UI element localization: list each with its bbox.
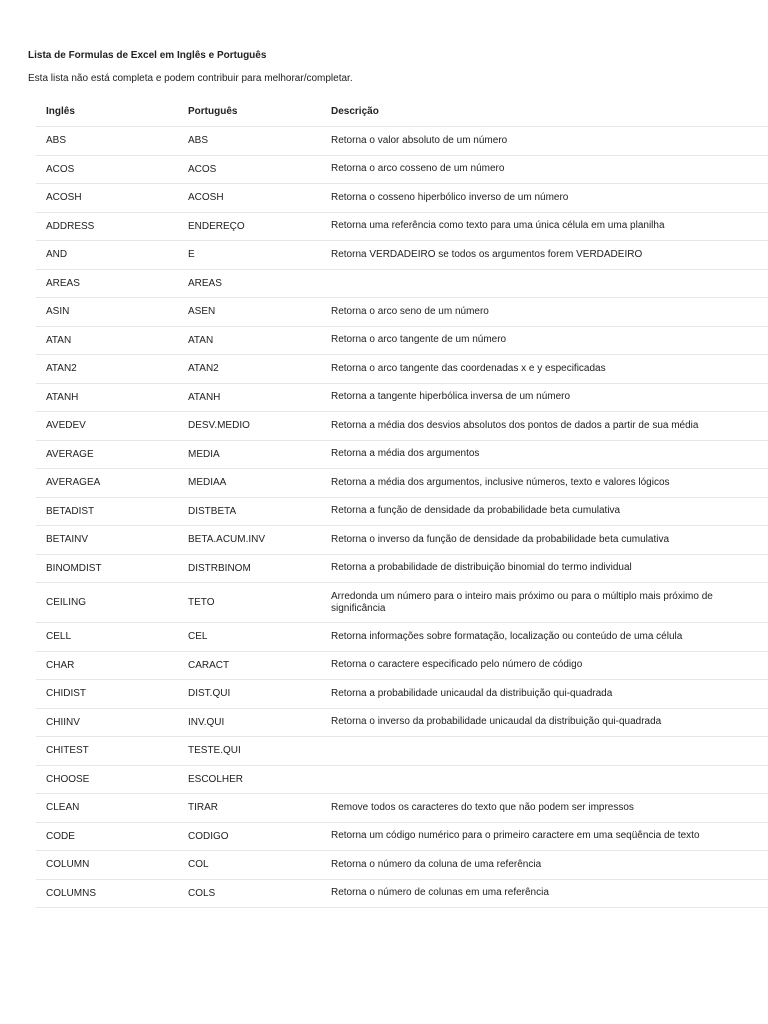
cell-english: CODE (46, 830, 75, 842)
table-row (36, 412, 768, 441)
formula-table (36, 97, 768, 908)
cell-english: AVERAGEA (46, 477, 101, 489)
cell-portuguese: TIRAR (188, 802, 218, 814)
cell-portuguese: ASEN (188, 306, 216, 318)
cell-english: CHIINV (46, 716, 80, 728)
table-row (36, 823, 768, 852)
cell-english: CLEAN (46, 802, 80, 814)
cell-portuguese: INV.QUI (188, 716, 225, 728)
cell-portuguese: E (188, 249, 195, 261)
cell-english: ACOSH (46, 192, 82, 204)
cell-description: Retorna o cosseno hiperbólico inverso de um número (331, 191, 569, 203)
cell-english: AVEDEV (46, 420, 86, 432)
cell-portuguese: COL (188, 859, 209, 871)
cell-portuguese: ABS (188, 135, 209, 147)
cell-english: CHAR (46, 659, 75, 671)
table-row (36, 737, 768, 766)
cell-description: Retorna a tangente hiperbólica inversa de um número (331, 391, 571, 403)
cell-description: Retorna a função de densidade da probabilidade beta cumulativa (331, 505, 621, 517)
cell-portuguese: ATAN2 (188, 363, 219, 375)
table-row (36, 766, 768, 795)
cell-english: CELL (46, 631, 72, 643)
table-row (36, 469, 768, 498)
cell-description: Retorna uma referência como texto para uma única célula em uma planilha (331, 220, 665, 232)
cell-portuguese: CEL (188, 631, 208, 643)
cell-portuguese: ESCOLHER (188, 773, 244, 785)
cell-description: Retorna a probabilidade unicaudal da distribuição qui-quadrada (331, 687, 613, 699)
cell-description: Retorna a média dos argumentos (331, 448, 480, 460)
cell-english: ASIN (46, 306, 70, 318)
table-row (36, 623, 768, 652)
cell-english: CEILING (46, 597, 87, 608)
cell-english: AREAS (46, 277, 80, 289)
cell-english: ACOS (46, 163, 75, 175)
table-row (36, 680, 768, 709)
cell-portuguese: TETO (188, 597, 215, 608)
cell-english: AVERAGE (46, 448, 94, 460)
table-row (36, 851, 768, 880)
cell-english: ATAN (46, 334, 72, 346)
cell-portuguese: ATANH (188, 391, 221, 403)
table-row (36, 441, 768, 470)
table-row (36, 241, 768, 270)
table-row (36, 270, 768, 299)
table-row (36, 652, 768, 681)
table-row (36, 184, 768, 213)
document-subtitle: Esta lista não está completa e podem contribuir para melhorar/completar. (28, 73, 353, 84)
cell-description: Retorna o arco seno de um número (331, 305, 489, 317)
table-row (36, 327, 768, 356)
cell-description: Retorna o número de colunas em uma referência (331, 887, 549, 899)
table-row (36, 355, 768, 384)
cell-description: Retorna a média dos argumentos, inclusive números, texto e valores lógicos (331, 476, 670, 488)
table-row (36, 709, 768, 738)
cell-english: BETADIST (46, 505, 95, 517)
cell-english: CHITEST (46, 745, 89, 757)
cell-english: ADDRESS (46, 220, 95, 232)
cell-portuguese: DISTBETA (188, 505, 237, 517)
cell-portuguese: DISTRBINOM (188, 562, 251, 574)
table-row (36, 555, 768, 584)
table-row (36, 127, 768, 156)
cell-description: Retorna o valor absoluto de um número (331, 134, 508, 146)
cell-portuguese: TESTE.QUI (188, 745, 241, 757)
cell-english: CHIDIST (46, 688, 86, 700)
cell-description: Arredonda um número para o inteiro mais próximo ou para o múltiplo mais próximo de significância (331, 590, 713, 614)
cell-portuguese: MEDIA (188, 448, 220, 460)
cell-portuguese: BETA.ACUM.INV (188, 534, 266, 546)
cell-description: Retorna informações sobre formatação, localização ou conteúdo de uma célula (331, 630, 683, 642)
cell-portuguese: DIST.QUI (188, 688, 231, 700)
cell-description: Retorna a média dos desvios absolutos dos pontos de dados a partir de sua média (331, 419, 699, 431)
cell-english: COLUMN (46, 859, 90, 871)
table-row (36, 498, 768, 527)
cell-english: BETAINV (46, 534, 89, 546)
header-portuguese: Português (188, 106, 238, 117)
cell-description: Retorna o arco tangente das coordenadas x e y especificadas (331, 362, 606, 374)
cell-description: Retorna o inverso da função de densidade da probabilidade beta cumulativa (331, 533, 670, 545)
cell-english: AND (46, 249, 68, 261)
cell-description: Retorna o inverso da probabilidade unicaudal da distribuição qui-quadrada (331, 716, 662, 728)
table-row (36, 526, 768, 555)
cell-description: Retorna o caractere especificado pelo número de código (331, 659, 583, 671)
header-description: Descrição (331, 105, 379, 117)
cell-portuguese: ATAN (188, 334, 214, 346)
cell-portuguese: AREAS (188, 277, 222, 289)
cell-description: Retorna um código numérico para o primeiro caractere em uma seqüência de texto (331, 830, 700, 842)
cell-english: ABS (46, 135, 67, 147)
cell-portuguese: ACOS (188, 163, 217, 175)
table-header-row (36, 97, 768, 127)
cell-portuguese: COLS (188, 887, 216, 899)
table-row (36, 156, 768, 185)
table-row (36, 880, 768, 909)
cell-portuguese: CARACT (188, 659, 230, 671)
table-row (36, 583, 768, 623)
cell-description: Retorna o arco tangente de um número (331, 334, 507, 346)
cell-description: Retorna o número da coluna de uma referência (331, 858, 542, 870)
document-title: Lista de Formulas de Excel em Inglês e Português (28, 50, 267, 61)
cell-english: ATANH (46, 391, 79, 403)
table-row (36, 384, 768, 413)
cell-portuguese: CODIGO (188, 830, 229, 842)
cell-portuguese: ACOSH (188, 192, 224, 204)
cell-description: Retorna a probabilidade de distribuição binomial do termo individual (331, 562, 632, 574)
table-row (36, 298, 768, 327)
cell-english: COLUMNS (46, 887, 97, 899)
header-english: Inglês (46, 106, 75, 117)
cell-description: Retorna VERDADEIRO se todos os argumentos forem VERDADEIRO (331, 248, 643, 260)
cell-portuguese: DESV.MEDIO (188, 420, 250, 432)
cell-description: Retorna o arco cosseno de um número (331, 163, 505, 175)
cell-english: BINOMDIST (46, 562, 102, 574)
cell-english: CHOOSE (46, 773, 90, 785)
cell-portuguese: ENDEREÇO (188, 220, 245, 232)
table-row (36, 794, 768, 823)
table-body (36, 127, 768, 908)
table-row (36, 213, 768, 242)
cell-portuguese: MEDIAA (188, 477, 227, 489)
cell-description: Remove todos os caracteres do texto que não podem ser impressos (331, 801, 634, 813)
cell-english: ATAN2 (46, 363, 77, 375)
